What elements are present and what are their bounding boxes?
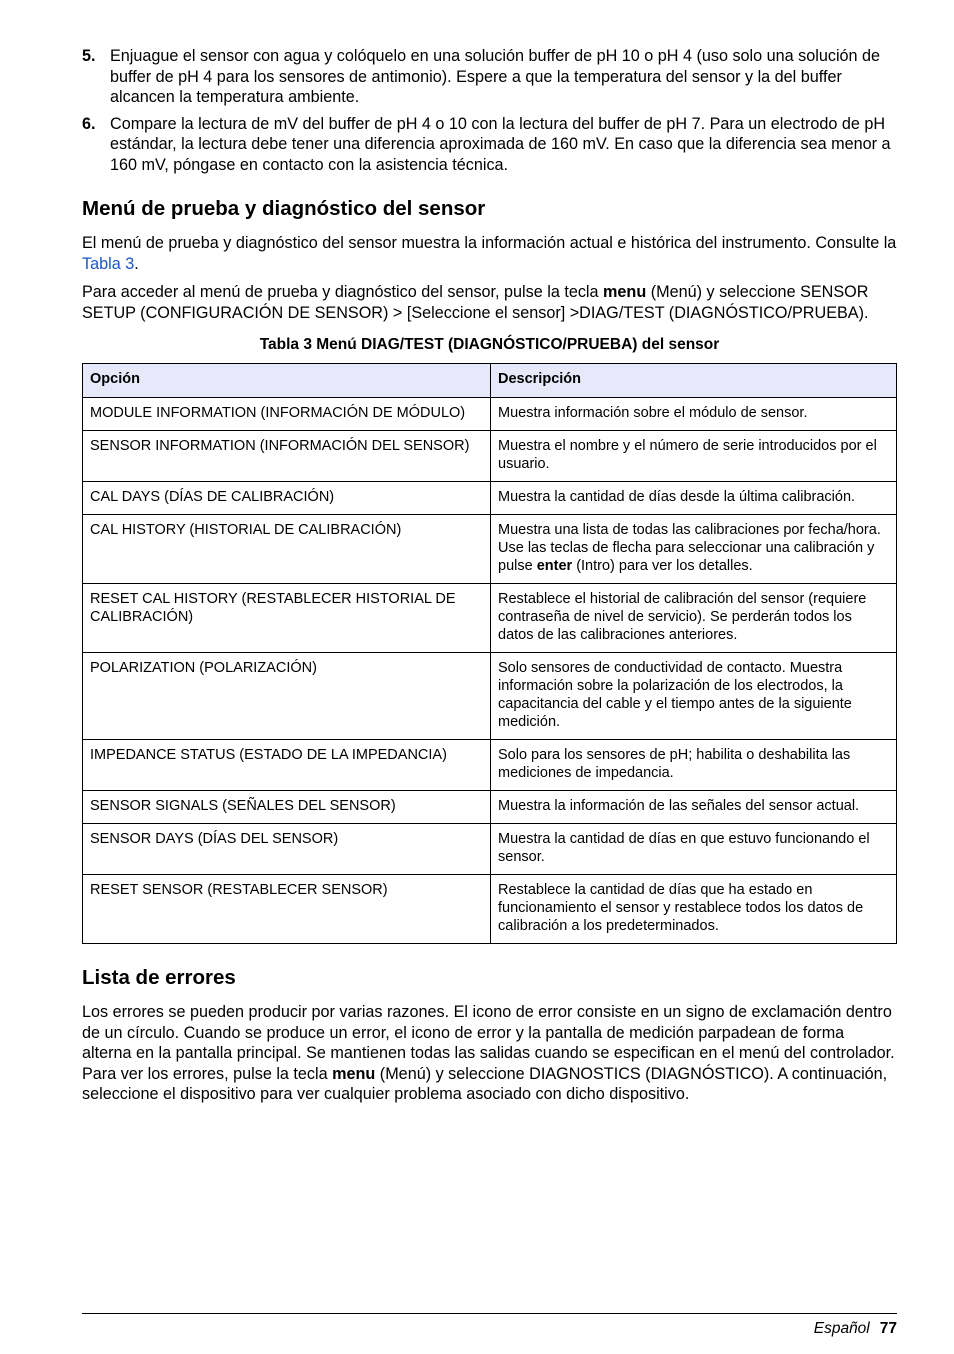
- option-cell: CAL HISTORY (HISTORIAL DE CALIBRACIÓN): [83, 515, 491, 584]
- page-number: 77: [879, 1320, 897, 1337]
- table-row: [83, 431, 897, 482]
- option-cell: RESET CAL HISTORY (RESTABLECER HISTORIAL DE CALIBRACIÓN): [83, 584, 491, 653]
- table-row: [83, 584, 897, 653]
- table-row: [83, 824, 897, 875]
- description-cell: Muestra la cantidad de días desde la última calibración.: [491, 482, 897, 515]
- description-cell: Restablece la cantidad de días que ha estado en funcionamiento el sensor y restablece todos los datos de calibración a los predeterminados.: [491, 875, 897, 944]
- paragraph-intro: El menú de prueba y diagnóstico del sensor muestra la información actual e histórica del instrumento. Consulte la Tabla 3.: [82, 234, 897, 273]
- footer-language: Español: [813, 1320, 870, 1337]
- menu-key-label: menu: [603, 283, 647, 301]
- option-cell: POLARIZATION (POLARIZACIÓN): [83, 653, 491, 740]
- step-number: 5.: [82, 47, 96, 65]
- paragraph-access: Para acceder al menú de prueba y diagnóstico del sensor, pulse la tecla menu (Menú) y seleccione SENSOR SETUP (CONFIGURACIÓN DE SENSOR) > [Seleccione el sensor] >DIAG/TEST (DIAGNÓSTICO/PRUEBA).: [82, 283, 869, 322]
- table-row: [83, 515, 897, 584]
- enter-key-label: enter: [536, 558, 573, 574]
- description-cell: Muestra el nombre y el número de serie introducidos por el usuario.: [491, 431, 897, 482]
- table-row: [83, 791, 897, 824]
- section-heading-errors: Lista de errores: [82, 966, 236, 989]
- page-content: [82, 46, 897, 1113]
- table-row: [83, 653, 897, 740]
- description-cell: Muestra la cantidad de días en que estuvo funcionando el sensor.: [491, 824, 897, 875]
- table-caption: Tabla 3 Menú DIAG/TEST (DIAGNÓSTICO/PRUEBA) del sensor: [259, 336, 720, 353]
- description-cell: Muestra una lista de todas las calibraciones por fecha/hora. Use las teclas de flecha para seleccionar una calibración y pulse enter (Intro) para ver los detalles.: [491, 515, 897, 584]
- table-row: [83, 740, 897, 791]
- col-header-option: Opción: [83, 364, 491, 398]
- procedure-steps: [82, 46, 897, 175]
- diag-test-table: [82, 363, 897, 944]
- option-cell: MODULE INFORMATION (INFORMACIÓN DE MÓDULO): [83, 398, 491, 431]
- table-row: [83, 398, 897, 431]
- description-cell: Muestra información sobre el módulo de sensor.: [491, 398, 897, 431]
- option-cell: SENSOR INFORMATION (INFORMACIÓN DEL SENSOR): [83, 431, 491, 482]
- option-cell: IMPEDANCE STATUS (ESTADO DE LA IMPEDANCIA): [83, 740, 491, 791]
- table-header-row: [83, 364, 897, 398]
- page-footer: [82, 1313, 897, 1338]
- option-cell: RESET SENSOR (RESTABLECER SENSOR): [83, 875, 491, 944]
- description-cell: Solo para los sensores de pH; habilita o deshabilita las mediciones de impedancia.: [491, 740, 897, 791]
- description-cell: Restablece el historial de calibración del sensor (requiere contraseña de nivel de servicio). Se perderán todos los datos de las calibraciones anteriores.: [491, 584, 897, 653]
- option-cell: SENSOR SIGNALS (SEÑALES DEL SENSOR): [83, 791, 491, 824]
- option-cell: SENSOR DAYS (DÍAS DEL SENSOR): [83, 824, 491, 875]
- col-header-description: Descripción: [491, 364, 897, 398]
- table-row: [83, 875, 897, 944]
- step-number: 6.: [82, 114, 96, 133]
- step-text: Compare la lectura de mV del buffer de pH 4 o 10 con la lectura del buffer de pH 7. Para un electrodo de pH estándar, la lectura debe tener una diferencia aproximada de 160 mV. En caso que la diferencia sea menor a 160 mV, póngase en contacto con la asistencia técnica.: [110, 114, 891, 174]
- menu-key-label: menu: [332, 1064, 376, 1083]
- section-heading-diag: Menú de prueba y diagnóstico del sensor: [82, 197, 486, 220]
- table-3-link[interactable]: Tabla 3: [82, 254, 135, 273]
- step-text: Enjuague el sensor con agua y colóquelo en una solución buffer de pH 10 o pH 4 (uso solo una solución de buffer de pH 4 para los sensores de antimonio). Espere a que la temperatura del sensor y la del buffer alcancen la temperatura ambiente.: [110, 47, 881, 106]
- table-row: [83, 482, 897, 515]
- option-cell: CAL DAYS (DÍAS DE CALIBRACIÓN): [83, 482, 491, 515]
- description-cell: Muestra la información de las señales del sensor actual.: [491, 791, 897, 824]
- step-5: [82, 46, 897, 108]
- description-cell: Solo sensores de conductividad de contacto. Muestra información sobre la polarización de los electrodos, la capacitancia del cable y el tiempo antes de la siguiente medición.: [491, 653, 897, 740]
- step-6: [82, 114, 897, 176]
- paragraph-errors: Los errores se pueden producir por varias razones. El icono de error consiste en un signo de exclamación dentro de un círculo. Cuando se produce un error, el icono de error y la pantalla de medición parpadean de forma alterna en la pantalla principal. Se mantienen todas las salidas cuando se especifican en el menú del controlador. Para ver los errores, pulse la tecla menu (Menú) y seleccione DIAGNOSTICS (DIAGNÓSTICO). A continuación, seleccione el dispositivo para ver cualquier problema asociado con dicho dispositivo.: [82, 1003, 895, 1103]
